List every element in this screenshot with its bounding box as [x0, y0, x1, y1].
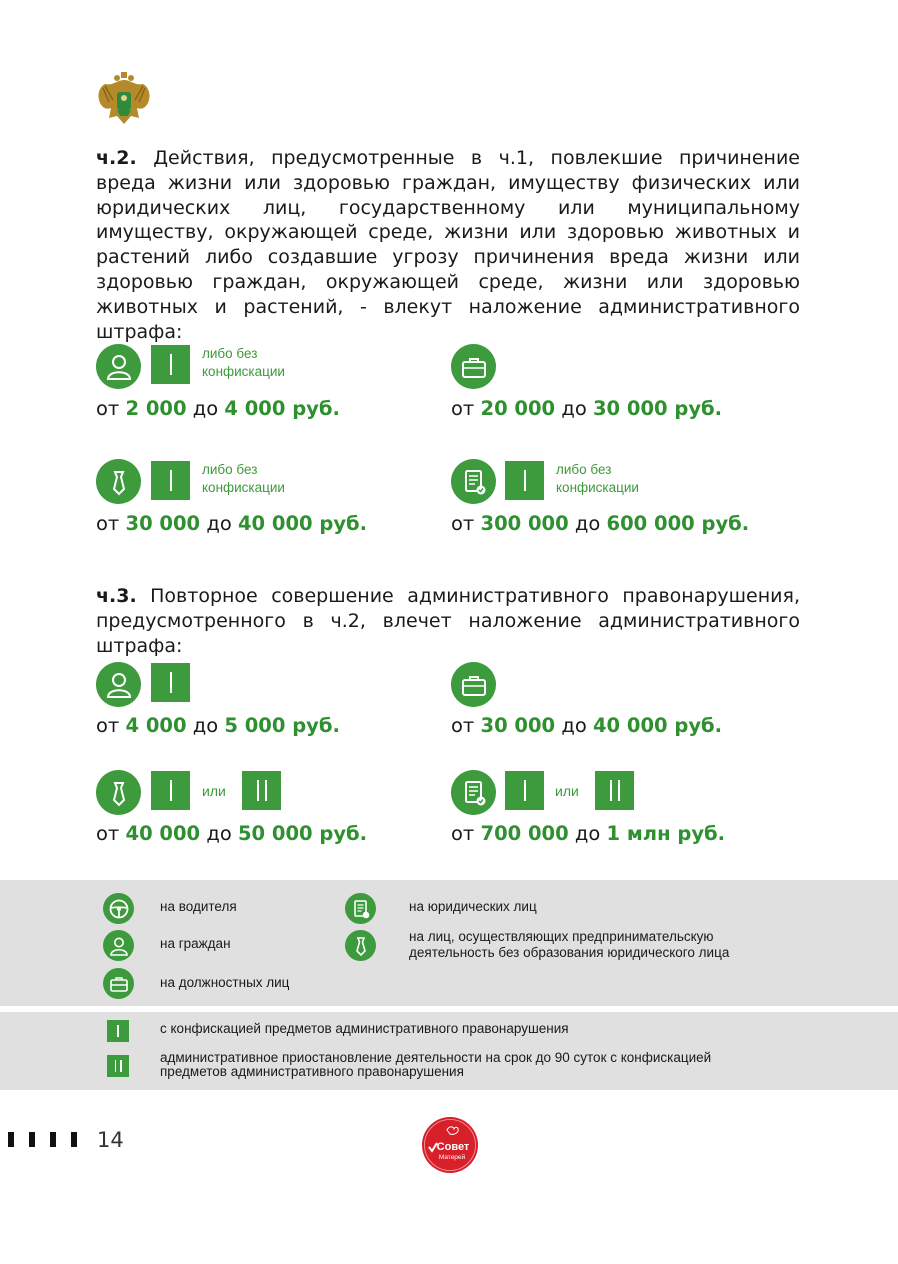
confiscation-note: либо без конфискации	[202, 346, 285, 379]
fine-amount: от 300 000 до 600 000 руб.	[451, 512, 750, 535]
tie-icon	[96, 770, 141, 815]
tie-icon	[345, 930, 376, 961]
document-icon	[451, 459, 496, 504]
suspension-badge	[107, 1055, 129, 1077]
legend-suspension: административное приостановление деятельности на срок до 90 суток с конфискацией предметов административного правонарушения	[160, 1050, 712, 1079]
legend-driver: на водителя	[160, 899, 237, 914]
confiscation-badge	[151, 345, 190, 384]
part3-label: ч.3.	[96, 585, 137, 607]
confiscation-badge	[151, 663, 190, 702]
sovet-materei-logo	[421, 1116, 479, 1174]
fine-amount: от 30 000 до 40 000 руб.	[451, 714, 723, 737]
briefcase-icon	[451, 344, 496, 389]
fine-amount: от 700 000 до 1 млн руб.	[451, 822, 726, 845]
fine-amount: от 40 000 до 50 000 руб.	[96, 822, 368, 845]
or-label: или	[202, 783, 226, 799]
fine-amount: от 20 000 до 30 000 руб.	[451, 397, 723, 420]
page-marker-bars	[8, 1132, 77, 1147]
briefcase-icon	[451, 662, 496, 707]
document-icon	[345, 893, 376, 924]
fine-amount: от 4 000 до 5 000 руб.	[96, 714, 340, 737]
legend-entrepreneurs: на лиц, осуществляющих предпринимательскую деятельность без образования юридического лица	[409, 929, 730, 960]
legend-subjects	[0, 880, 898, 1006]
legend-sanctions	[0, 1012, 898, 1090]
part3-text: Повторное совершение административного правонарушения, предусмотренного в ч.2, влечет наложение административного штрафа:	[96, 585, 800, 657]
part2-paragraph	[96, 146, 800, 344]
part2-text: Действия, предусмотренные в ч.1, повлекшие причинение вреда жизни или здоровью граждан, имуществу физических или юридических лиц, государственному или муниципальному имуществу, окружающей среде, жизни или здоровью животных и растений либо создавшие угрозу причинения вреда жизни или здоровью граждан, окружающей среде, жизни или здоровью животных и растений, - влекут наложение административного штрафа:	[96, 147, 800, 343]
legend-officials: на должностных лиц	[160, 975, 290, 990]
confiscation-badge	[151, 461, 190, 500]
svg-text:Матерей: Матерей	[438, 1154, 466, 1161]
or-label: или	[555, 783, 579, 799]
svg-text:Совет: Совет	[436, 1141, 470, 1153]
suspension-badge	[595, 771, 634, 810]
fine-amount: от 2 000 до 4 000 руб.	[96, 397, 340, 420]
confiscation-note: либо без конфискации	[556, 462, 639, 495]
legend-citizens: на граждан	[160, 936, 231, 951]
confiscation-badge	[505, 771, 544, 810]
person-icon	[96, 344, 141, 389]
legend-confiscation: с конфискацией предметов административного правонарушения	[160, 1021, 569, 1036]
part3-paragraph	[96, 584, 800, 658]
suspension-badge	[242, 771, 281, 810]
legend-legal-entities: на юридических лиц	[409, 899, 537, 914]
confiscation-note: либо без конфискации	[202, 462, 285, 495]
confiscation-badge	[151, 771, 190, 810]
page-number: 14	[97, 1128, 124, 1152]
person-icon	[103, 930, 134, 961]
briefcase-icon	[103, 968, 134, 999]
person-icon	[96, 662, 141, 707]
coat-of-arms-emblem	[95, 72, 153, 132]
tie-icon	[96, 459, 141, 504]
steering-wheel-icon	[103, 893, 134, 924]
part2-label: ч.2.	[96, 147, 137, 169]
document-icon	[451, 770, 496, 815]
fine-amount: от 30 000 до 40 000 руб.	[96, 512, 368, 535]
confiscation-badge	[505, 461, 544, 500]
confiscation-badge	[107, 1020, 129, 1042]
